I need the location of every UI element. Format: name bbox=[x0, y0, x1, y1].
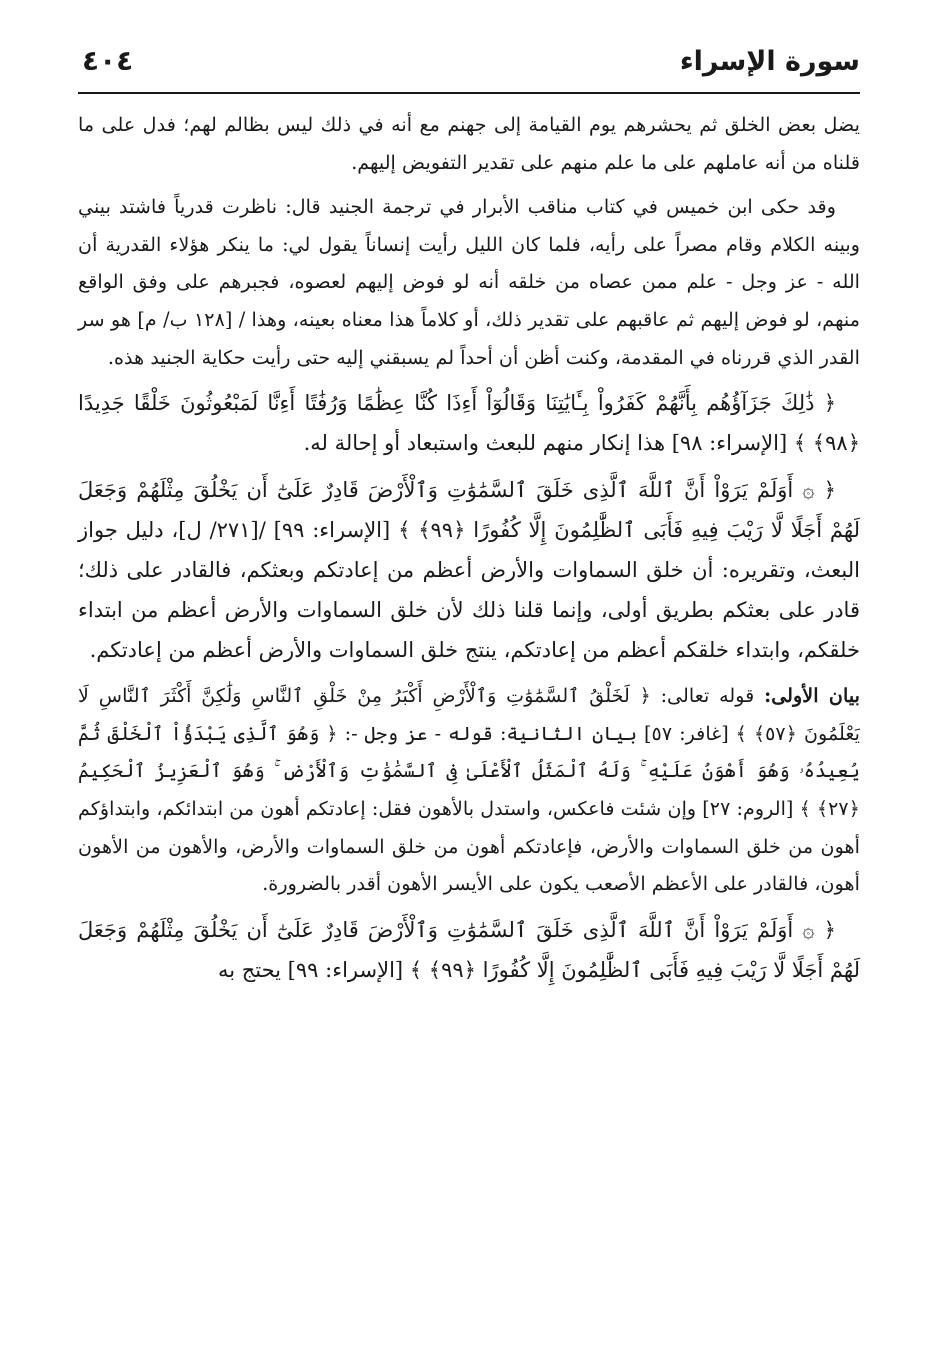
commentary-text: [الإسراء: ٩٨] هذا إنكار منهم للبعث واستبعاد أو إحالة له. bbox=[303, 431, 788, 456]
quran-verse: ﴿ ۞ أَوَلَمْ يَرَوْاْ أَنَّ ٱللَّهَ ٱلَّذِى خَلَقَ ٱلسَّمَٰوَٰتِ وَٱلْأَرْضَ قَادِرٌ عَلَىٰٓ أَن يَخْلُقَ مِثْلَهُمْ وَجَعَلَ لَهُمْ أَجَلًا لَّا رَيْبَ فِيهِ فَأَبَى ٱلظَّٰلِمُونَ إِلَّا كُفُورًا ﴿٩٩﴾ ﴾ bbox=[78, 917, 860, 982]
surah-title: سورة الإسراء bbox=[679, 46, 860, 77]
page-number: ٤٠٤ bbox=[82, 44, 134, 77]
commentary-text: [الإسراء: ٩٩] يحتج به bbox=[217, 957, 404, 982]
quran-verse: ﴿ ۞ أَوَلَمْ يَرَوْاْ أَنَّ ٱللَّهَ ٱلَّذِى خَلَقَ ٱلسَّمَٰوَٰتِ وَٱلْأَرْضَ قَادِرٌ عَلَىٰٓ أَن يَخْلُقَ مِثْلَهُمْ وَجَعَلَ لَهُمْ أَجَلًا لَّا رَيْبَ فِيهِ فَأَبَى ٱلظَّٰلِمُونَ إِلَّا كُفُورًا ﴿٩٩﴾ ﴾ bbox=[78, 478, 860, 543]
commentary-text: قوله تعالى: ﴿ لَخَلْقُ ٱلسَّمَٰوَٰتِ وَٱلْأَرْضِ أَكْبَرُ مِنْ خَلْقِ ٱلنَّاسِ وَلَٰكِنَّ أَكْثَرَ ٱلنَّاسِ لَا يَعْلَمُونَ ﴿٥٧﴾ ﴾ [غافر: ٥٧] بيان الثانية: قوله - عز وجل -: ﴿ وَهُوَ ٱلَّذِى يَبْدَؤُاْ ٱلْخَلْقَ ثُمَّ يُعِيدُهُۥ وَهُوَ أَهْوَنُ عَلَيْهِ ۚ وَلَهُ ٱلْمَثَلُ ٱلْأَعْلَىٰ فِى ٱلسَّمَٰوَٰتِ وَٱلْأَرْضِ ۚ وَهُوَ ٱلْعَزِيزُ ٱلْحَكِيمُ ﴿٢٧﴾ ﴾ [الروم: ٢٧] وإن شئت فاعكس، واستدل بالأهون فقل: إعادتكم أهون من ابتدائكم، وابتداؤكم أهون من خلق السماوات والأرض، فإعادتكم أهون من خلق السماوات والأرض، والأهون من الأهون أهون، فالقادر على الأعظم الأصعب يكون على الأيسر الأهون أقدر بالضرورة. bbox=[78, 684, 860, 896]
page-body bbox=[78, 106, 860, 997]
commentary-text: [الإسراء: ٩٩] /[٢٧١/ ل]، دليل جواز البعث، وتقريره: أن خلق السماوات والأرض أعظم من إعادتكم وبعثكم، فالقادر على ذلك؛ قادر على بعثكم بطريق أولى، وإنما قلنا ذلك لأن خلق السماوات والأرض أعظم من ابتداء خلقكم، وابتداء خلقكم أعظم من إعادتكم، ينتج خلق السماوات والأرض أعظم من إعادتكم. bbox=[78, 518, 860, 663]
paragraph-2: وقد حكى ابن خميس في كتاب مناقب الأبرار في ترجمة الجنيد قال: ناظرت قدرياً فاشتد بيني وبينه الكلام وقام مصراً على رأيه، فلما كان الليل رأيت إنساناً يقول لي: ما ينكر هؤلاء القدرية أن الله - عز وجل - علم ممن عصاه من خلقه أنه لو فوض إليهم لعصوه، فجبرهم على وفق الواقع منهم، لو فوض إليهم ثم عاقبهم على تقدير ذلك، أو كلاماً هذا معناه بعينه، وهذا / [١٢٨ ب/ م] هو سر القدر الذي قررناه في المقدمة، وكنت أظن أن أحداً لم يسبقني إليه حتى رأيت حكاية الجنيد هذه. bbox=[78, 195, 860, 369]
book-page bbox=[78, 40, 860, 1340]
paragraph-4 bbox=[78, 470, 860, 670]
quran-verse: ﴿ ذَٰلِكَ جَزَآؤُهُم بِأَنَّهُمْ كَفَرُواْ بِـَٔايَٰتِنَا وَقَالُوٓاْ أَءِذَا كُنَّا عِظَٰمًا وَرُفَٰتًا أَءِنَّا لَمَبْعُوثُونَ خَلْقًا جَدِيدًا ﴿٩٨﴾ ﴾ bbox=[78, 391, 860, 456]
section-lead: بيان الأولى: bbox=[764, 684, 860, 708]
page-header bbox=[78, 40, 860, 94]
paragraph-6 bbox=[78, 910, 860, 990]
paragraph-1: يضل بعض الخلق ثم يحشرهم يوم القيامة إلى جهنم مع أنه في ذلك ليس بظالم لهم؛ فدل على ما قلناه من أنه عاملهم على ما علم منهم على تقدير التفويض إليهم. bbox=[78, 113, 860, 174]
paragraph-5 bbox=[78, 677, 860, 903]
paragraph-3 bbox=[78, 383, 860, 463]
